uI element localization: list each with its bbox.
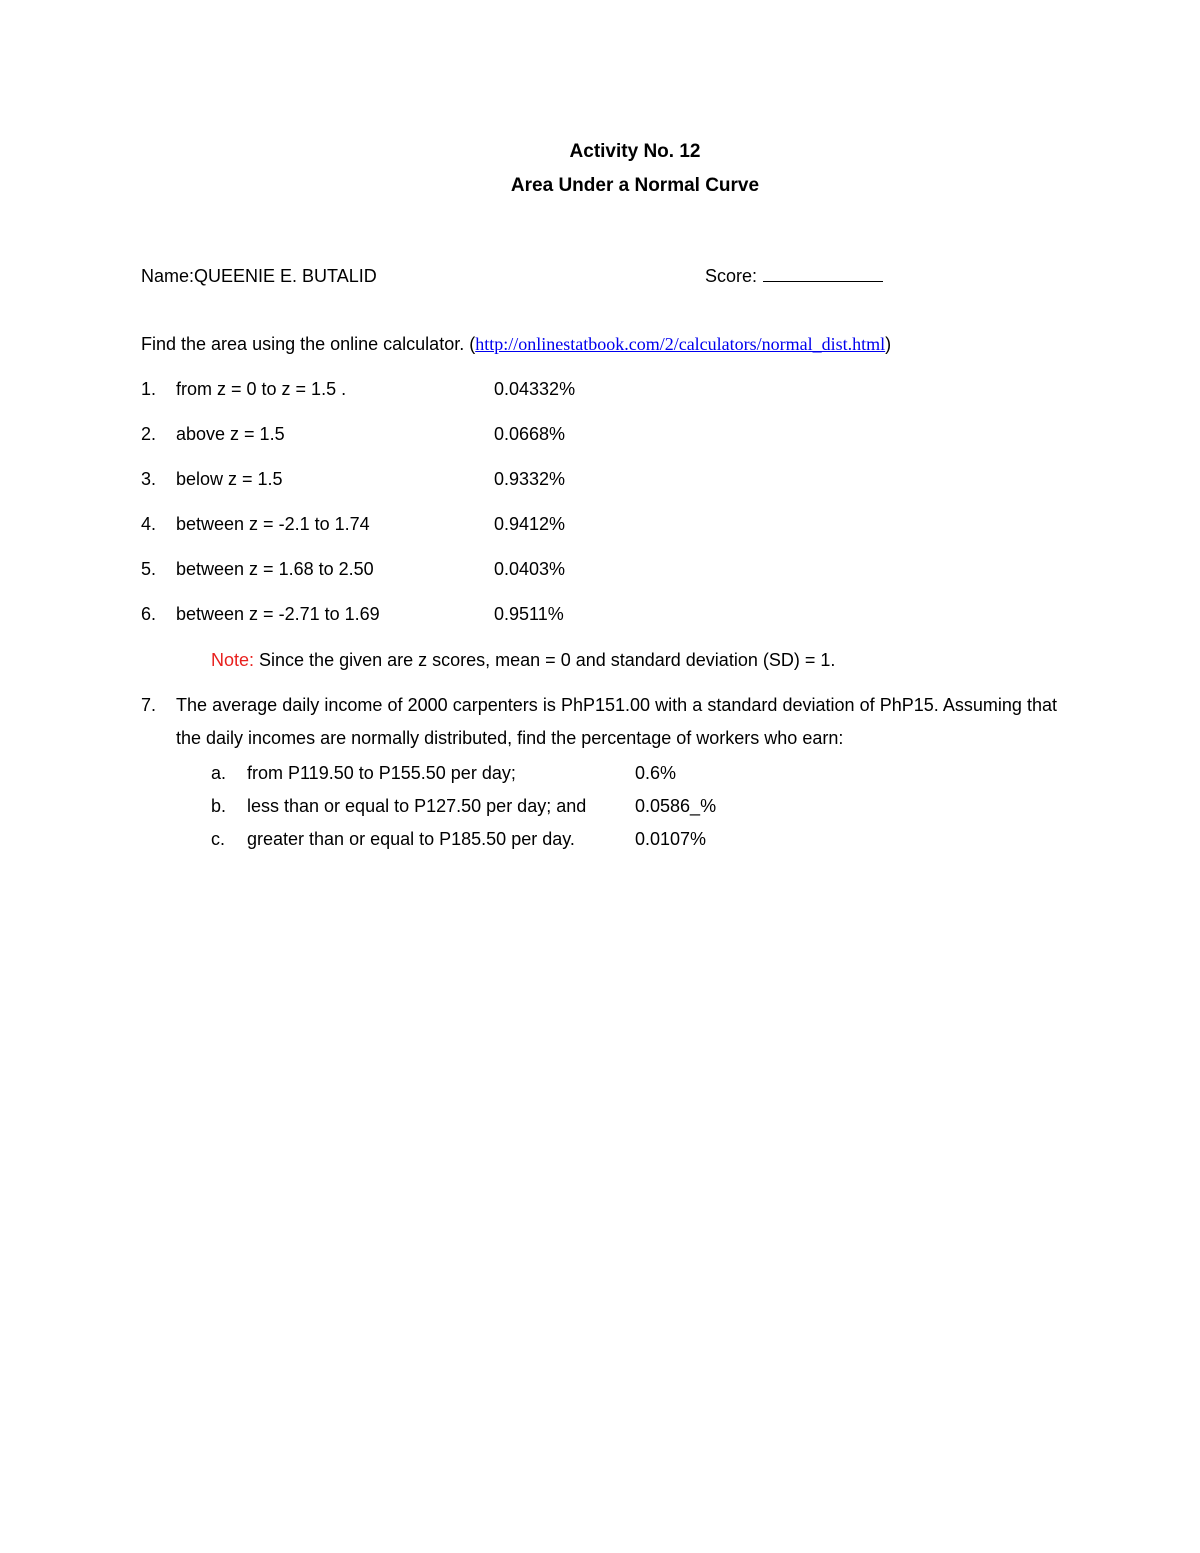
sub-item-answer: 0.6% [635,763,677,783]
activity-title: Activity No. 12 [569,141,701,162]
score-blank [763,267,883,282]
item-number: 3. [141,469,157,489]
score-line [705,266,883,287]
note-text: Since the given are z scores, mean = 0 and standard deviation (SD) = 1. [254,650,836,670]
item-number: 4. [141,514,157,534]
sub-item-letter: b. [211,796,227,816]
item-question: between z = -2.1 to 1.74 [176,514,370,534]
item-answer: 0.9511% [494,604,564,624]
item-question: between z = -2.71 to 1.69 [176,604,380,624]
instructions-text: Find the area using the online calculator. ( [141,334,476,354]
item-number: 5. [141,559,157,579]
sub-item-answer: 0.0586_% [635,796,717,816]
sub-item-question: less than or equal to P127.50 per day; and [247,796,587,816]
sub-item-question: greater than or equal to P185.50 per day. [247,829,575,849]
item-question: from z = 0 to z = 1.5 . [176,379,347,399]
sub-item-answer: 0.0107% [635,829,707,849]
item-answer: 0.0668% [494,424,566,444]
item-answer: 0.04332% [494,379,576,399]
problem-number: 7. [141,695,157,715]
name-label: Name: [141,266,195,286]
note [211,650,835,671]
activity-subtitle: Area Under a Normal Curve [510,175,760,196]
item-question: below z = 1.5 [176,469,283,489]
name-value: QUEENIE E. BUTALID [194,266,377,286]
note-label: Note: [211,650,255,670]
sub-item-question: from P119.50 to P155.50 per day; [247,763,516,783]
instructions-close: ) [885,334,892,354]
problem-text: The average daily income of 2000 carpenters is PhP151.00 with a standard deviation of PhP15. Assuming that the daily incomes are normally distributed, find the percentage of workers who earn: [176,695,1057,748]
item-answer: 0.0403% [494,559,566,579]
score-label: Score: [705,266,758,286]
calculator-link[interactable]: http://onlinestatbook.com/2/calculators/normal_dist.html [475,334,886,354]
item-question: between z = 1.68 to 2.50 [176,559,374,579]
instructions [141,334,891,355]
item-answer: 0.9412% [494,514,566,534]
item-number: 2. [141,424,157,444]
sub-item-letter: a. [211,763,227,783]
item-number: 1. [141,379,157,399]
name-line [141,266,377,287]
item-question: above z = 1.5 [176,424,285,444]
item-answer: 0.9332% [494,469,566,489]
sub-item-letter: c. [211,829,226,849]
item-number: 6. [141,604,157,624]
